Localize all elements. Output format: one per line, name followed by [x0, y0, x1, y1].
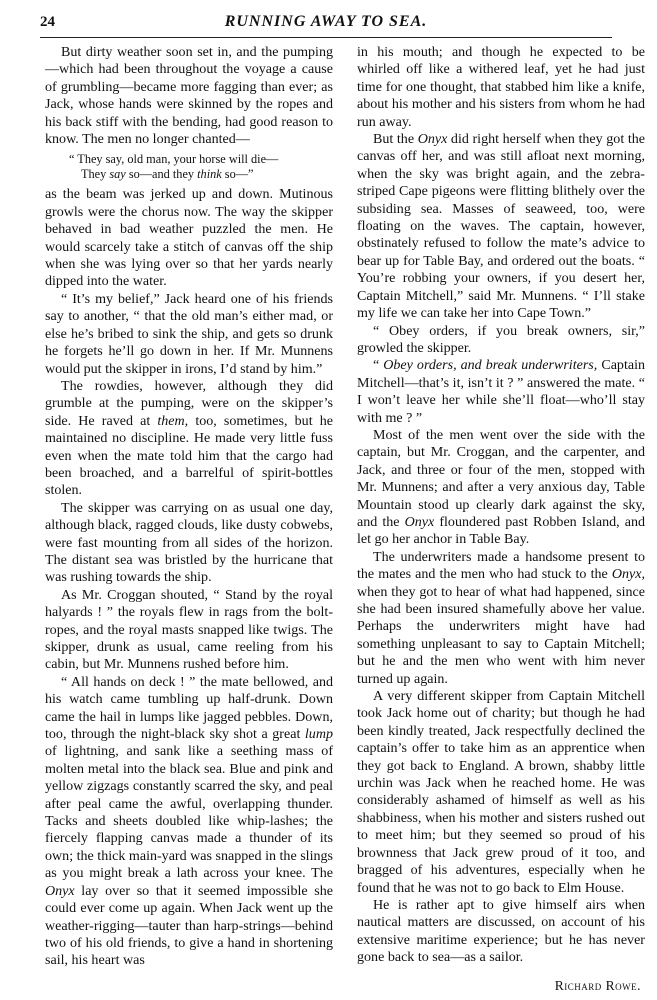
paragraph: as the beam was jerked up and down. Mutinous growls were the chorus now. The way the skipper behaved in bad weather puzzled the men. He would scarcely take a stitch of canvas off the ship when she was lying over so that her yards nearly dipped into the water.	[45, 186, 333, 290]
verse-text: so—”	[221, 167, 254, 182]
paragraph-text: The underwriters made a handsome present to the mates and the men who had stuck to the	[357, 548, 645, 583]
emphasis: Obey orders, and break underwriters,	[383, 357, 598, 374]
verse-quote	[45, 152, 333, 182]
paragraph-text: “ All hands on deck ! ” the mate bellowed, and his watch came tumbling up half-drunk. Down came the hail in lumps like jagged pebbles. Down, too, through the night-black sky shot a great	[45, 673, 333, 743]
verse-text: so—and they	[125, 167, 198, 182]
emphasis: lump	[304, 726, 333, 743]
paragraph-text: of lightning, and sank like a seething mass of molten metal into the black sea. Blue and pink and yellow zigzags constantly scarred the sky, and peal after peal came the awful, overlapping thunder. Tacks and sheets doubled like whip-lashes; the fiercely flapping canvas made a thunder of its own; the thick main-yard was snapped in the slings as you might break a lath across your knee. The	[45, 743, 333, 882]
paragraph-text: floundered past Robben Island, and let go her anchor in Table Bay.	[357, 513, 645, 548]
verse-emphasis: say	[109, 167, 126, 182]
paragraph-text: Captain Mitchell—that’s it, isn’t it ? ” answered the mate. “ I won’t leave her while she’ll float—who’ll stay with me ? ”	[357, 357, 646, 426]
paragraph: A very different skipper from Captain Mitchell took Jack home out of charity; but though he had been kindly treated, Jack respectfully declined the captain’s offer to take him as an apprentice when they got back to England. A brown, shabby little urchin was Jack when he reached home. He was considerably ashamed of himself as well as his shabbiness, when his mother and sisters rushed out to meet him; but they seemed so proud of his brownness that Jack grew proud of it too, and bragged of his adventures, especially when he found that he was not to go back to Elm House.	[357, 688, 645, 896]
paragraph	[45, 378, 333, 500]
paragraph: in his mouth; and though he expected to be whirled off like a withered leaf, yet he had just time for one thought, that stabbed him like a knife, about his mother and his sisters from whom he had run away.	[357, 44, 645, 130]
left-column	[45, 44, 333, 970]
header-rule	[40, 37, 612, 38]
paragraph: But dirty weather soon set in, and the pumping—which had been throughout the voyage a cause of grumbling—became more fagging than ever; as Jack, whose hands were skinned by the ropes and his back stiff with the bending, had good reason to know. The men no longer chanted—	[45, 44, 333, 148]
paragraph: As Mr. Croggan shouted, “ Stand by the royal halyards ! ” the royals flew in rags from the bolt-ropes, and the royal masts snapped like twigs. The skipper, drunk as usual, came reeling from his cabin, but Mr. Munnens rushed before him.	[45, 586, 333, 673]
ship-name: Onyx	[45, 882, 75, 899]
verse-line	[45, 167, 333, 182]
paragraph	[357, 357, 645, 427]
page-header	[40, 10, 612, 36]
emphasis: them,	[157, 412, 189, 429]
paragraph: The skipper was carrying on as usual one day, although black, ragged clouds, like dusty cobwebs, were fast mounting from all sides of the horizon. The distant sea was bristled by the hurricane that was rushing towards the ship.	[45, 499, 333, 586]
paragraph	[357, 549, 645, 688]
paragraph-text: lay over so that it seemed impossible she could ever come up again. When Jack went up the weather-rigging—tauter than harp-strings—behind two of his old friends, to give a hand in shortening sail, his heart was	[45, 882, 333, 969]
paragraph: He is rather apt to give himself airs when nautical matters are discussed, on account of his extensive maritime experience; but he has never gone back to sea—as a sailor.	[357, 896, 645, 966]
ship-name: Onyx,	[611, 566, 645, 583]
paragraph-text: did right herself when they got the canvas off her, and was still afloat next morning, when the sky was bright again, and the zebra-striped Cape pigeons were flitting blithely over the subsiding sea. Masses of seaweed, too, were floating on the waves. The captain, however, obstinately refused to follow the mate’s advice to bear up for Table Bay, and ordered out the boats. “ You’re robbing your owners, if you desert her, Captain Mitchell,” said Mr. Munnens. “ I’ll stake my life we can take her into Cape Town.”	[357, 131, 646, 322]
paragraph-text: “	[373, 357, 384, 374]
paragraph-text: Most of the men went over the side with the captain, but Mr. Croggan, and the carpenter, and Jack, and three or four of the men, stopped with Mr. Munnens; and after a very anxious day, Table Mountain stood up clearly dark against the sky, and the	[357, 426, 645, 530]
page-number: 24	[40, 14, 55, 30]
verse-emphasis: think	[197, 167, 222, 182]
paragraph-text: The rowdies, however, although they did grumble at the pumping, were on the skipper’s side. He raved at	[45, 377, 333, 429]
author-signature: Richard Rowe.	[554, 977, 641, 993]
paragraph-text: But the	[373, 131, 418, 148]
paragraph-text: when they got to hear of what had happened, since she had been insured shamefully above her value. Perhaps the underwriters might have had something unpleasant to say to Captain Mitchell; but he and the men who went with him never turned up again.	[357, 583, 645, 687]
ship-name: Onyx	[417, 131, 448, 148]
paragraph: “ Obey orders, if you break owners, sir,” growled the skipper.	[357, 322, 645, 356]
verse-line: “ They say, old man, your horse will die—	[69, 152, 279, 167]
paragraph	[357, 131, 645, 322]
right-column	[357, 44, 645, 994]
paragraph	[357, 427, 645, 549]
paragraph: “ It’s my belief,” Jack heard one of his friends say to another, “ that the old man’s either mad, or else he’s bribed to sink the ship, and gets so drunk he forgets he’ll go down in her. If Mr. Munnens would put the skipper in irons, I’d stand by him.”	[45, 290, 333, 377]
ship-name: Onyx	[404, 513, 435, 530]
verse-text: They	[81, 167, 110, 182]
running-title: RUNNING AWAY TO SEA.	[224, 13, 428, 30]
paragraph	[45, 674, 333, 970]
paragraph-text: too, sometimes, but he maintained no discipline. He made very little fuss even when the mate told him that the cargo had been broached, and a barrelful of spirit-bottles stolen.	[45, 412, 333, 499]
